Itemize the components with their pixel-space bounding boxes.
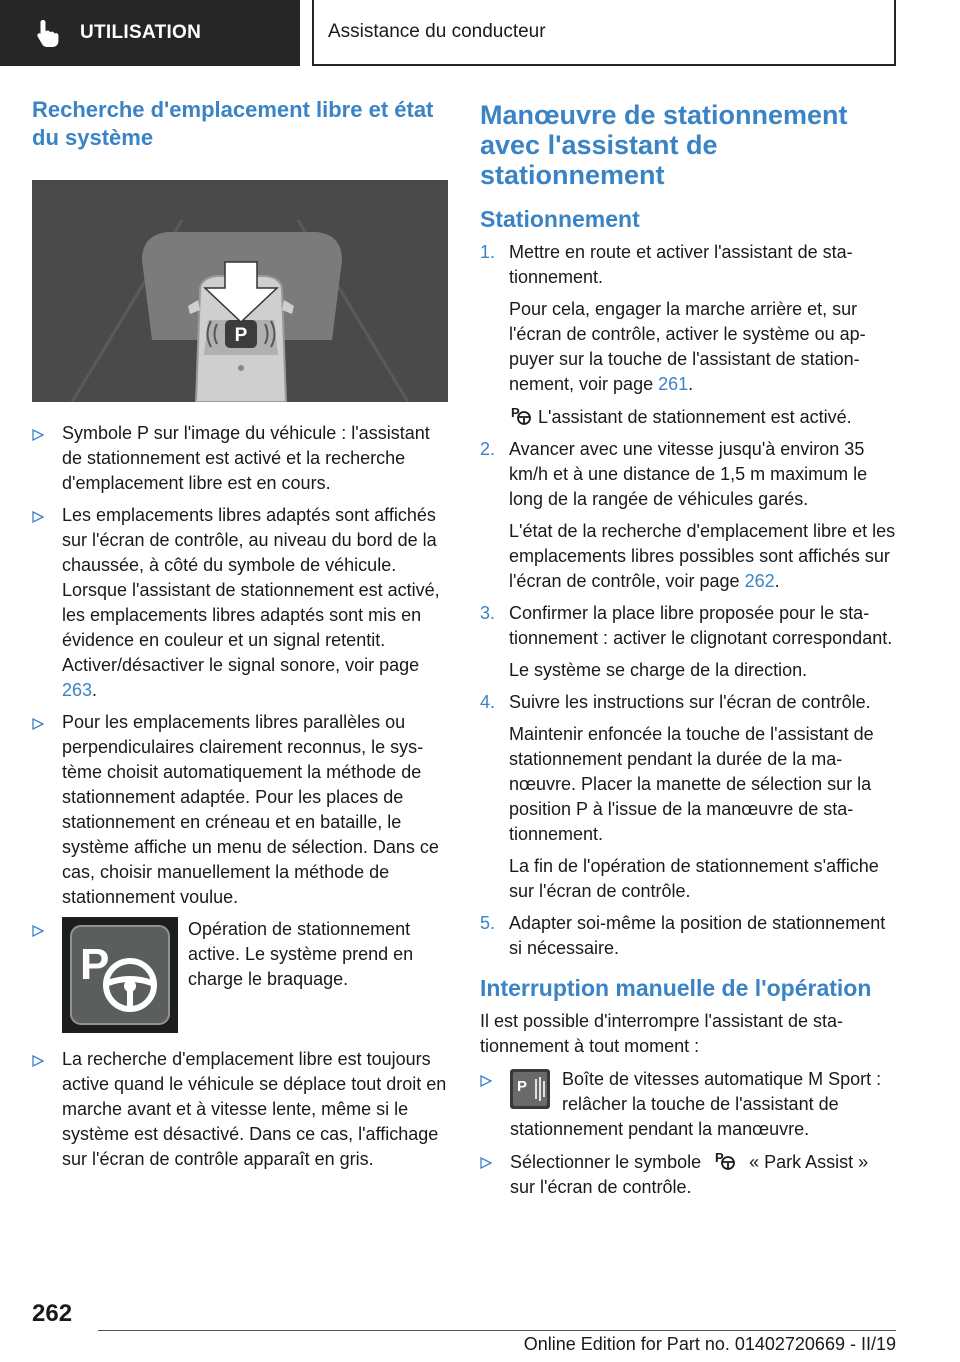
bullet-text: Pour les emplacements libres parallèles ou perpendiculaires clairement reconnus, le système choisit automatiquement la méthode de stationnement adaptée. Pour les places de stationnement en créneau et en bataille, le système affiche un menu de sélection. Dans ce cas, choisir manuellement la méthode de stationnement voulue. — [62, 712, 439, 907]
svg-text:P: P — [80, 940, 110, 989]
chapter-tab — [312, 0, 896, 66]
step-detail: La fin de l'opération de stationnement s'affiche sur l'écran de contrôle. — [509, 856, 879, 901]
step-text: Suivre les instructions sur l'écran de contrôle. — [509, 692, 871, 712]
status-bullet-list — [32, 421, 448, 1172]
step-detail: L'état de la recherche d'emplacement libre et les emplacements libres possibles sont affichés sur l'écran de contrôle, voir page 262. — [509, 521, 896, 591]
svg-text:P: P — [234, 325, 248, 346]
section-heading-parking-maneuver: Manœuvre de stationnement avec l'assistant de stationnement — [480, 100, 848, 190]
step-item — [480, 437, 896, 594]
section-title: UTILISATION — [80, 22, 202, 43]
interrupt-bullet-list — [480, 1067, 896, 1200]
triangle-bullet-icon — [32, 511, 44, 523]
step-detail: Le système se charge de la direction. — [509, 660, 808, 680]
step-number: 5. — [480, 913, 496, 933]
step-number: 1. — [480, 242, 496, 262]
step-item — [480, 601, 896, 683]
step-text: Confirmer la place libre proposée pour le stationnement : activer le clignotant correspondant. — [509, 603, 893, 648]
step-text: Avancer avec une vitesse jusqu'à environ 35 km/h et à une distance de 1,5 m maximum le long de la rangée de véhicules garés. — [509, 439, 868, 509]
svg-text:P: P — [517, 1078, 528, 1095]
left-column — [32, 96, 448, 1179]
triangle-bullet-icon — [32, 718, 44, 730]
bullet-text: « Park Assist » sur l'écran de contrôle. — [510, 1152, 869, 1197]
step-item — [480, 911, 896, 961]
page-number: 262 — [32, 1300, 73, 1327]
list-item — [32, 917, 448, 1033]
parking-search-illustration — [32, 180, 448, 402]
list-item — [480, 1149, 896, 1200]
chapter-title: Assistance du conducteur — [328, 21, 546, 42]
hand-pointer-icon — [34, 18, 62, 48]
list-item — [32, 710, 448, 910]
bullet-text: Symbole P sur l'image du véhicule : l'assistant de stationnement est activé et la recherche d'emplacement libre est en cours. — [62, 423, 430, 493]
triangle-bullet-icon — [32, 925, 44, 937]
step-number: 2. — [480, 439, 496, 459]
list-item — [480, 1067, 896, 1142]
bullet-text: Boîte de vitesses automatique M Sport : relâcher la touche de l'assistant de stationnement pendant la manœuvre. — [510, 1069, 882, 1139]
bullet-text: Opération de stationnement active. Le système prend en charge le braquage. — [188, 919, 414, 989]
step-number: 3. — [480, 603, 496, 623]
list-item — [32, 503, 448, 703]
step-detail: Pour cela, engager la marche arrière et, sur l'écran de contrôle, activer le système ou appuyer sur la touche de l'assistant de stationnement, voir page 261. — [509, 299, 866, 394]
bullet-text: Les emplacements libres adaptés sont affichés sur l'écran de contrôle, au niveau du bord de la chaussée, à côté du symbole de véhicule. Lorsque l'assistant de stationnement est activé, les emplacements libres adaptés sont mis en évidence en couleur et un signal retentit. Activer/désactiver le signal sonore, voir page — [62, 505, 440, 675]
parking-steering-wheel-icon — [62, 917, 178, 1033]
step-note: P L'assistant de stationnement est activé. — [511, 405, 852, 427]
right-column — [480, 100, 896, 1207]
page-link-262[interactable]: 262 — [744, 571, 775, 591]
interrupt-intro: Il est possible d'interrompre l'assistant de stationnement à tout moment : — [480, 1011, 844, 1056]
svg-text:P: P — [511, 405, 520, 420]
park-assist-button-icon — [510, 1069, 550, 1109]
parking-steps-list — [480, 240, 896, 961]
svg-text:P: P — [715, 1150, 724, 1165]
step-text: Mettre en route et activer l'assistant de stationnement. — [509, 242, 853, 287]
bullet-text: La recherche d'emplacement libre est toujours active quand le véhicule se déplace tout droit en marche avant et à vitesse lente, même si le système est désactivé. Dans ce cas, l'affichage sur l'écran de contrôle apparaît en gris. — [62, 1049, 447, 1169]
triangle-bullet-icon — [480, 1075, 492, 1087]
subheading-parking: Stationnement — [480, 206, 640, 232]
park-assist-icon — [509, 404, 533, 426]
park-assist-icon — [710, 1149, 740, 1171]
step-detail: Maintenir enfoncée la touche de l'assistant de stationnement pendant la durée de la manœuvre. Placer la manette de sélection sur la position P à l'issue de la manœuvre de stationnement. — [509, 724, 874, 844]
list-item — [32, 421, 448, 496]
bullet-text: Sélectionner le symbole — [510, 1152, 702, 1172]
icon-bullet — [62, 917, 448, 1033]
step-number: 4. — [480, 692, 496, 712]
page-header — [0, 0, 960, 66]
page-link-261[interactable]: 261 — [658, 374, 689, 394]
section-heading-parking-search: Recherche d'emplacement libre et état du système — [32, 97, 434, 150]
step-text: Adapter soi-même la position de stationnement si nécessaire. — [509, 913, 886, 958]
triangle-bullet-icon — [480, 1157, 492, 1169]
edition-info: Online Edition for Part no. 01402720669 - II/19 — [523, 1334, 896, 1354]
period: . — [92, 680, 98, 700]
footer-divider — [98, 1330, 896, 1331]
step-item — [480, 240, 896, 430]
page-link-263[interactable]: 263 — [62, 680, 93, 700]
list-item — [32, 1047, 448, 1172]
section-tab — [0, 0, 300, 66]
triangle-bullet-icon — [32, 429, 44, 441]
subheading-manual-interrupt: Interruption manuelle de l'opération — [480, 975, 872, 1001]
step-item — [480, 690, 896, 904]
triangle-bullet-icon — [32, 1055, 44, 1067]
